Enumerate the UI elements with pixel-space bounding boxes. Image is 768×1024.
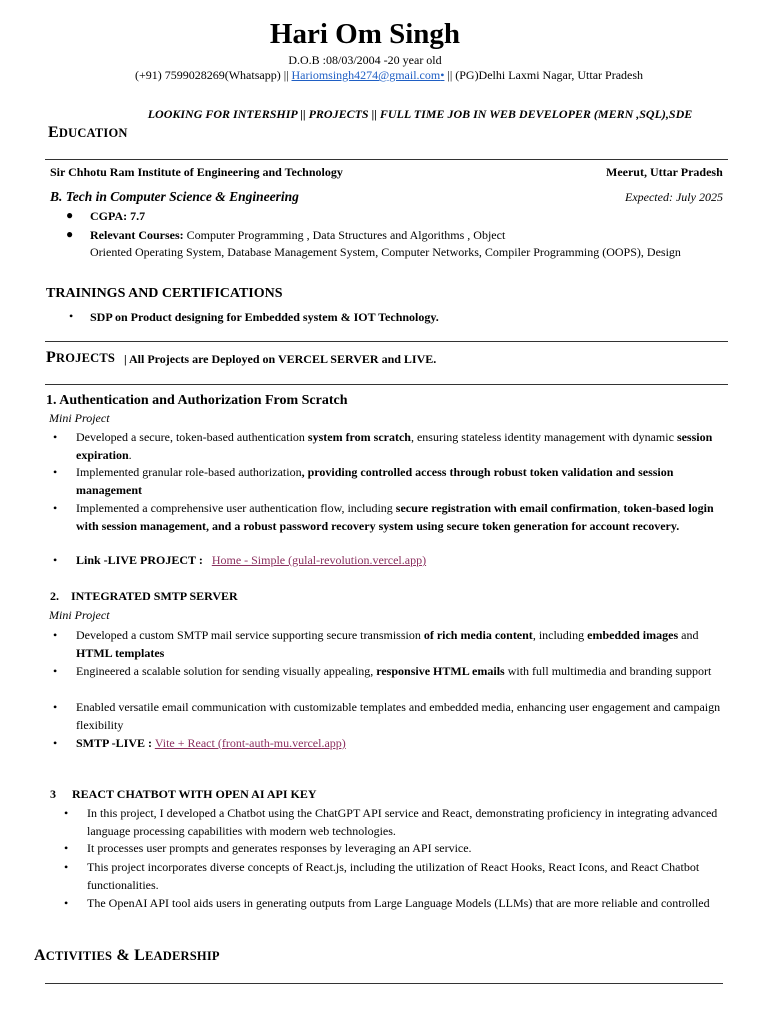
expected-graduation: Expected: July 2025 [625, 190, 723, 204]
project-bullet: The OpenAI API tool aids users in generating outputs from Large Language Models (LLMs) that are more reliable and controlled [87, 896, 710, 910]
relevant-courses: Relevant Courses: Computer Programming , Data Structures and Algorithms , Object [90, 228, 506, 242]
institute-location: Meerut, Uttar Pradesh [606, 165, 723, 179]
degree: B. Tech in Computer Science & Engineering [50, 189, 299, 204]
location: || (PG)Delhi Laxmi Nagar, Uttar Pradesh [444, 68, 644, 82]
bullet-icon: • [53, 553, 58, 567]
project-live-link[interactable]: Vite + React (front-auth-mu.vercel.app) [154, 736, 346, 750]
project-bullet: Implemented a comprehensive user authentication flow, including secure registration with email confirmation, token-based login with session management, and a robust password recovery system using secure token generation for account recovery. [76, 501, 714, 533]
bullet-icon: • [64, 841, 69, 855]
bullet-icon: ● [66, 227, 74, 241]
bullet-icon: • [53, 736, 58, 750]
project-link-row: SMTP -LIVE : Vite + React (front-auth-mu.vercel.app) [76, 736, 346, 750]
project-bullet: Developed a custom SMTP mail service supporting secure transmission of rich media content, including embedded images and HTML templates [76, 628, 699, 660]
email-link[interactable]: Hariomsingh4274@gmail.com [291, 68, 441, 82]
activities-heading: ACTIVITIES & LEADERSHIP [34, 947, 220, 964]
project-bullet: Enabled versatile email communication with customizable templates and embedded media, enhancing user engagement and campaign flexibility [76, 700, 721, 732]
bullet-icon: ● [66, 208, 74, 222]
contact-line [0, 68, 768, 83]
relevant-courses-cont: Oriented Operating System, Database Management System, Computer Networks, Compiler Programming (OOPS), Design [90, 245, 681, 259]
trainings-heading: TRAININGS AND CERTIFICATIONS [46, 286, 283, 301]
project-subtitle: Mini Project [49, 608, 110, 622]
bullet-icon: • [64, 806, 69, 820]
projects-heading: PROJECTS [46, 349, 116, 366]
project-bullet: Engineered a scalable solution for sending visually appealing, responsive HTML emails with full multimedia and branding support [76, 664, 712, 678]
divider [45, 159, 728, 160]
career-objective: LOOKING FOR INTERSHIP || PROJECTS || FULL TIME JOB IN WEB DEVELOPER (MERN ,SQL),SDE [147, 107, 693, 121]
bullet-icon: • [53, 501, 58, 515]
project-bullet: Developed a secure, token-based authentication system from scratch, ensuring stateless identity management with dynamic session expiration. [76, 430, 713, 462]
project-title: 2. INTEGRATED SMTP SERVER [50, 589, 238, 603]
phone-number: (+91) 7599028269(Whatsapp) || [134, 68, 289, 82]
project-subtitle: Mini Project [49, 411, 110, 425]
training-item: SDP on Product designing for Embedded system & IOT Technology. [90, 310, 439, 324]
project-title: 1. Authentication and Authorization From Scratch [46, 393, 348, 408]
bullet-icon: • [53, 664, 58, 678]
project-bullet: In this project, I developed a Chatbot using the ChatGPT API service and React, demonstrating proficiency in integrating advanced language processing capabilities with modern web technologies. [87, 806, 718, 838]
institute-name: Sir Chhotu Ram Institute of Engineering and Technology [50, 165, 343, 179]
bullet-icon: • [53, 628, 58, 642]
email-suffix: • [440, 68, 445, 82]
cgpa: CGPA: 7.7 [90, 209, 146, 223]
project-bullet: Implemented granular role-based authorization, providing controlled access through robust token validation and session management [76, 465, 674, 497]
bullet-icon: • [53, 700, 58, 714]
divider [45, 983, 723, 984]
date-of-birth: D.O.B :08/03/2004 -20 year old [288, 53, 442, 67]
education-heading: EDUCATION [48, 124, 128, 141]
project-title: 3 REACT CHATBOT WITH OPEN AI API KEY [50, 787, 317, 801]
project-bullet: This project incorporates diverse concepts of React.js, including the utilization of React Hooks, React Icons, and React Chatbot functionalities. [87, 860, 700, 892]
candidate-name: Hari Om Singh [269, 18, 461, 50]
project-link-row: Link -LIVE PROJECT : Home - Simple (gulal-revolution.vercel.app) [76, 553, 427, 567]
bullet-icon: • [64, 860, 69, 874]
bullet-icon: • [53, 430, 58, 444]
projects-note: | All Projects are Deployed on VERCEL SERVER and LIVE. [124, 352, 437, 366]
bullet-icon: • [64, 896, 69, 910]
divider [45, 384, 728, 385]
divider [45, 341, 728, 342]
project-live-link[interactable]: Home - Simple (gulal-revolution.vercel.app) [211, 553, 427, 567]
project-bullet: It processes user prompts and generates responses by leveraging an API service. [87, 841, 472, 855]
bullet-icon: • [69, 309, 74, 323]
bullet-icon: • [53, 465, 58, 479]
